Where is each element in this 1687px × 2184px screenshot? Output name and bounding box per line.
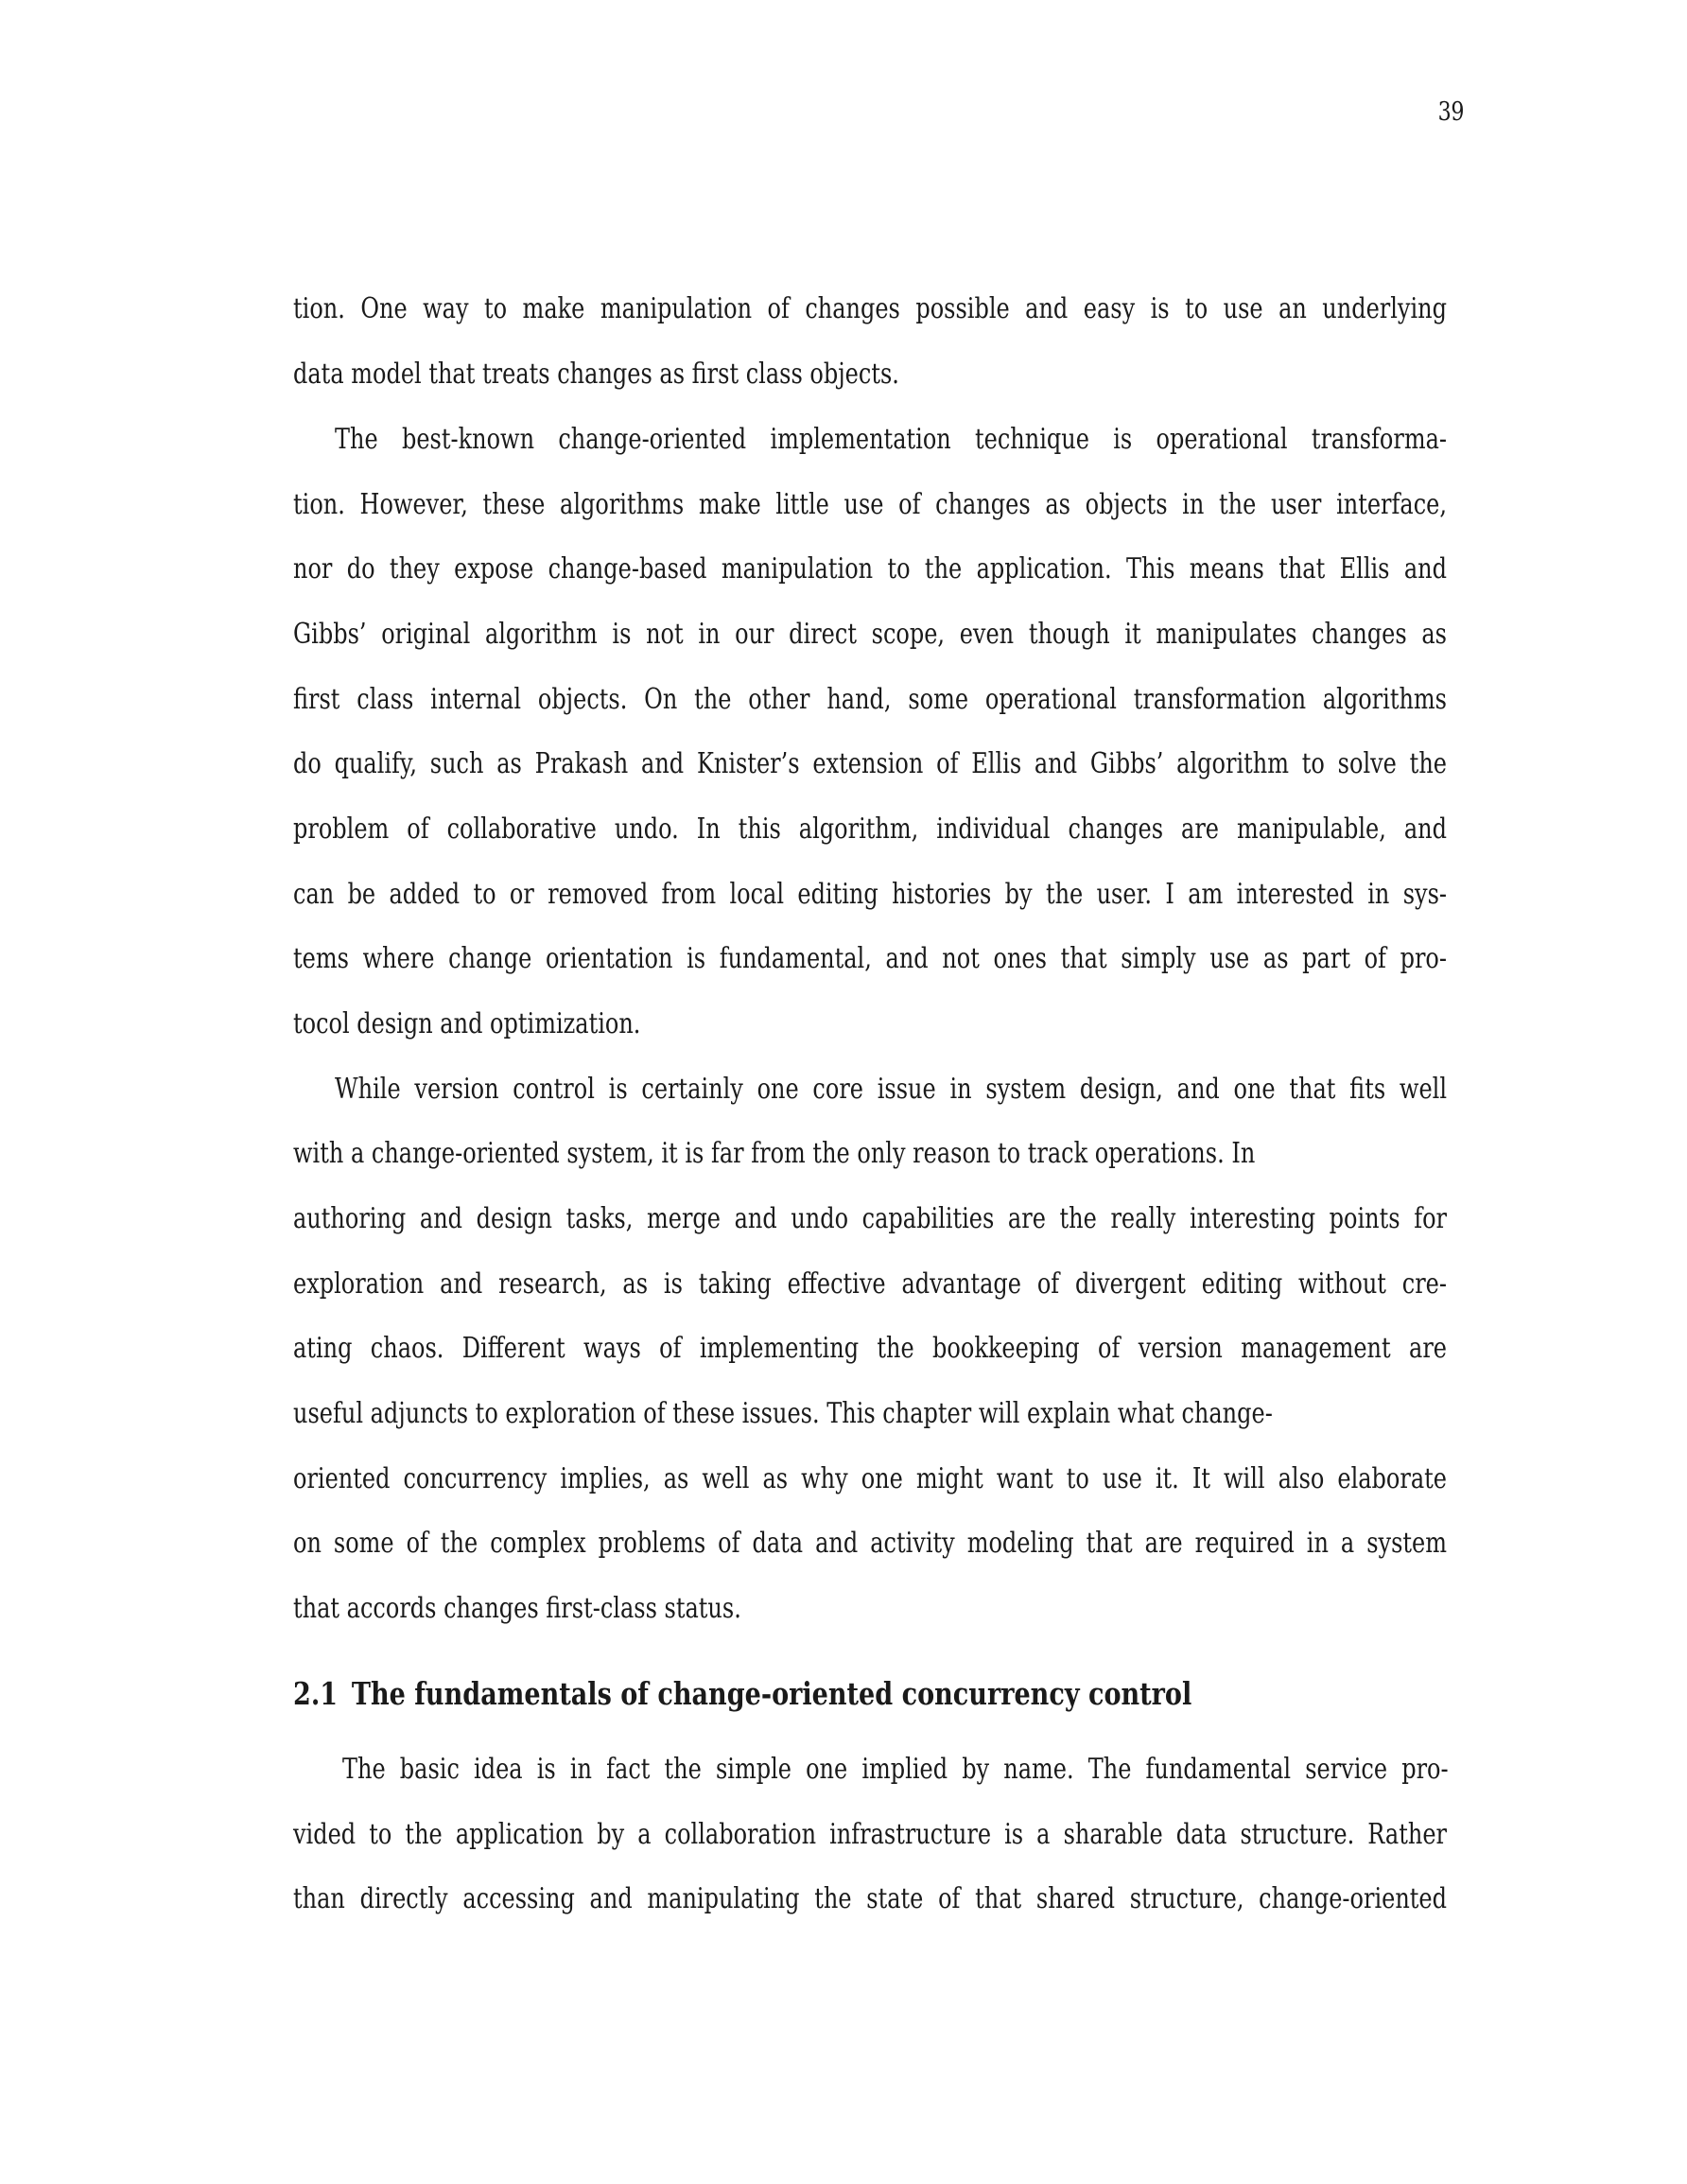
- section-number: 2.1: [293, 1675, 339, 1712]
- text-line: nor do they expose change-based manipulation to the application. This means that Ellis and: [293, 552, 1447, 585]
- text-line: tocol design and optimization.: [293, 1007, 641, 1040]
- page-number: 39: [1437, 97, 1464, 127]
- text-line: problem of collaborative undo. In this algorithm, individual changes are manipulable, and: [293, 812, 1447, 846]
- text-line: do qualify, such as Prakash and Knister’s extension of Ellis and Gibbs’ algorithm to solve the: [293, 747, 1447, 780]
- text-line: ating chaos. Different ways of implementing the bookkeeping of version management are: [293, 1332, 1447, 1365]
- text-line: on some of the complex problems of data and activity modeling that are required in a system: [293, 1527, 1447, 1560]
- text-line: tems where change orientation is fundamental, and not ones that simply use as part of pro-: [293, 942, 1447, 975]
- text-line: first class internal objects. On the other hand, some operational transformation algorithms: [293, 683, 1447, 716]
- text-line: authoring and design tasks, merge and undo capabilities are the really interesting points for: [293, 1202, 1447, 1235]
- text-line: The best-known change-oriented implementation technique is operational transforma-: [335, 423, 1447, 456]
- text-line: data model that treats changes as first class objects.: [293, 358, 899, 391]
- section-heading: [293, 1675, 1191, 1712]
- text-line: tion. However, these algorithms make little use of changes as objects in the user interface,: [293, 488, 1447, 521]
- text-line: than directly accessing and manipulating the state of that shared structure, change-oriented: [293, 1882, 1447, 1915]
- text-line: exploration and research, as is taking effective advantage of divergent editing without cre-: [293, 1267, 1447, 1301]
- text-line: can be added to or removed from local editing histories by the user. I am interested in sys-: [293, 878, 1447, 911]
- text-line: useful adjuncts to exploration of these issues. This chapter will explain what change-: [293, 1397, 1273, 1430]
- text-line: While version control is certainly one core issue in system design, and one that fits well: [335, 1073, 1447, 1106]
- text-line: The basic idea is in fact the simple one implied by name. The fundamental service pro-: [342, 1753, 1449, 1786]
- text-line: that accords changes first-class status.: [293, 1592, 741, 1625]
- text-line: Gibbs’ original algorithm is not in our direct scope, even though it manipulates changes as: [293, 618, 1447, 651]
- text-line: with a change-oriented system, it is far from the only reason to track operations. In: [293, 1137, 1256, 1170]
- text-line: tion. One way to make manipulation of changes possible and easy is to use an underlying: [293, 292, 1447, 325]
- text-line: oriented concurrency implies, as well as why one might want to use it. It will also elaborate: [293, 1462, 1447, 1495]
- section-title: The fundamentals of change-oriented concurrency control: [351, 1675, 1192, 1712]
- text-line: vided to the application by a collaboration infrastructure is a sharable data structure. Rather: [293, 1818, 1447, 1851]
